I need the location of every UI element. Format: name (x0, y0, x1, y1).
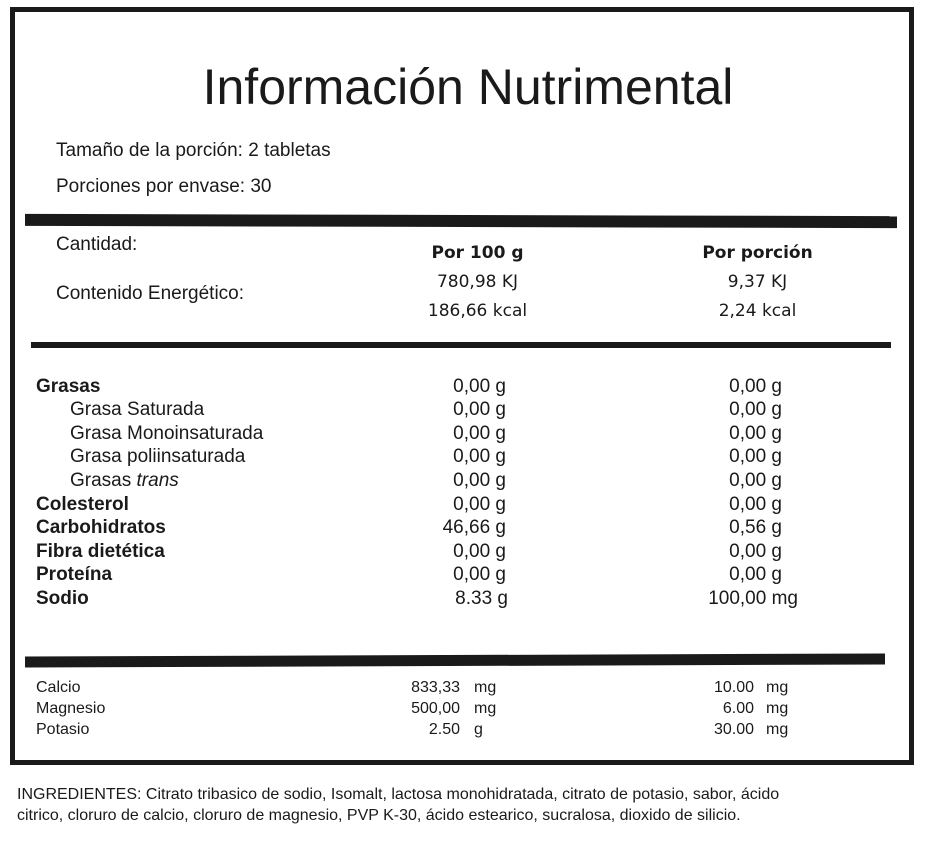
mineral-per100: 500,00 (411, 700, 460, 717)
nutrient-label: Carbohidratos (36, 517, 166, 538)
table-row (0, 541, 936, 565)
nutrient-label-text: Grasas (70, 470, 132, 491)
nutrient-per-serving: 0,00 g (729, 376, 782, 397)
nutrient-per-serving: 0,00 g (729, 423, 782, 444)
mineral-per-serving: 6.00 (722, 700, 754, 717)
nutrient-label: Grasas (36, 376, 101, 397)
mineral-label: Magnesio (36, 700, 106, 717)
table-row (0, 446, 936, 470)
table-row (0, 494, 936, 518)
nutrient-label-italic: trans (136, 470, 179, 491)
energy-per100-kcal: 186,66 kcal (427, 301, 528, 321)
energy-per100-kj: 780,98 KJ (436, 272, 519, 292)
nutrient-label: Grasa Monoinsaturada (70, 423, 264, 444)
mineral-per100-unit: g (474, 721, 483, 738)
ingredients-line: citrico, cloruro de calcio, cloruro de magnesio, PVP K-30, ácido estearico, sucralosa, dioxido de silicio. (17, 807, 741, 824)
nutrient-per100: 0,00 g (453, 423, 506, 444)
table-row (0, 700, 936, 720)
nutrient-per100: 0,00 g (453, 541, 506, 562)
servings-per-container: Porciones por envase: 30 (56, 176, 272, 197)
mineral-per-serving-unit: mg (766, 721, 789, 738)
nutrient-label: Proteína (36, 564, 113, 585)
nutrient-per100: 0,00 g (453, 399, 506, 420)
nutrient-per100: 0,00 g (453, 564, 506, 585)
nutrient-per-serving: 0,56 g (729, 517, 782, 538)
energy-divider (31, 342, 891, 348)
nutrient-per-serving: 0,00 g (729, 564, 782, 585)
mineral-per100-unit: mg (474, 700, 497, 717)
nutrient-per-serving: 0,00 g (729, 446, 782, 467)
table-row (0, 679, 936, 699)
nutrient-per-serving: 0,00 g (729, 494, 782, 515)
mineral-label: Calcio (36, 679, 81, 696)
energy-label: Contenido Energético: (56, 283, 245, 304)
mineral-per-serving-unit: mg (766, 679, 789, 696)
table-row (0, 423, 936, 447)
nutrient-per100: 0,00 g (453, 470, 506, 491)
nutrient-per-serving: 0,00 g (729, 399, 782, 420)
mineral-per100: 2.50 (428, 721, 460, 738)
table-row (0, 721, 936, 741)
nutrient-label: Fibra dietética (36, 541, 165, 562)
mineral-per100: 833,33 (411, 679, 460, 696)
nutrient-label (70, 470, 179, 492)
serving-size: Tamaño de la porción: 2 tabletas (56, 140, 331, 161)
table-row (0, 588, 936, 612)
energy-serving-kj: 9,37 KJ (727, 272, 788, 292)
nutrient-per100: 0,00 g (453, 446, 506, 467)
label-title: Información Nutrimental (202, 59, 734, 115)
mineral-label: Potasio (36, 721, 90, 738)
ingredients-text (17, 784, 917, 826)
table-row (0, 399, 936, 423)
table-row (0, 564, 936, 588)
nutrient-label: Colesterol (36, 494, 129, 515)
table-row (0, 470, 936, 494)
nutrient-label: Grasa poliinsaturada (70, 446, 246, 467)
table-row (0, 517, 936, 541)
table-row (0, 376, 936, 400)
energy-serving-kcal: 2,24 kcal (718, 301, 797, 321)
ingredients-line: INGREDIENTES: Citrato tribasico de sodio, Isomalt, lactosa monohidratada, citrato de potasio, sabor, ácido (17, 786, 780, 803)
nutrient-label: Grasa Saturada (70, 399, 205, 420)
column-header-per-100g: Por 100 g (431, 243, 524, 263)
nutrient-per-serving: 100,00 mg (708, 588, 798, 609)
mineral-per100-unit: mg (474, 679, 497, 696)
nutrient-per100: 0,00 g (453, 376, 506, 397)
mineral-per-serving: 10.00 (713, 679, 754, 696)
nutrient-per-serving: 0,00 g (729, 541, 782, 562)
mineral-per-serving: 30.00 (713, 721, 754, 738)
top-thick-divider (25, 214, 897, 228)
nutrient-per100: 0,00 g (453, 494, 506, 515)
nutrient-label: Sodio (36, 588, 89, 609)
mineral-per-serving-unit: mg (766, 700, 789, 717)
column-header-per-serving: Por porción (702, 243, 813, 263)
nutrient-per100: 8.33 g (455, 588, 508, 609)
nutrient-per100: 46,66 g (442, 517, 506, 538)
nutrient-per-serving: 0,00 g (729, 470, 782, 491)
amount-label: Cantidad: (56, 234, 138, 255)
